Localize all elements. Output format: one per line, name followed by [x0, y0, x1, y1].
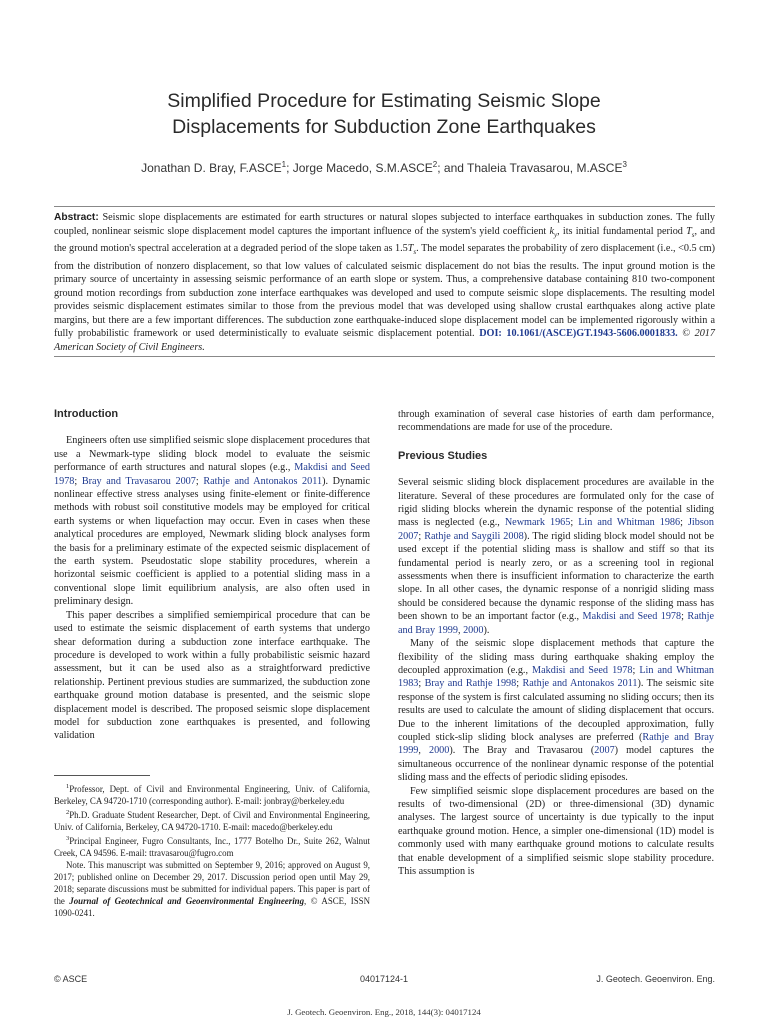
abstract-text: , its initial fundamental period: [557, 225, 687, 237]
text: ,: [418, 745, 429, 757]
citation-link[interactable]: Bray and Travasarou 2007: [81, 475, 196, 487]
text: ). The seismic site response of the system is first calculated assuming no sliding occurs; then its results are used to calculate the amount of sliding displacement that occurs. Due to the inherent limitations of the decoupled approximation, fully coupled stick-slip sliding block analyses are preferred (: [398, 678, 714, 743]
footer-article-number: 04017124-1: [359, 974, 409, 984]
citation-link[interactable]: Rathje and Saygili 2008: [424, 530, 524, 542]
footnote-text: Principal Engineer, Fugro Consultants, Inc., 1777 Botelho Dr., Suite 262, Walnut Creek, CA 94596. E-mail: ttravasarou@fugro.com: [54, 835, 370, 858]
text: ;: [681, 611, 688, 623]
paper-title: [0, 88, 768, 140]
note-text: , © ASCE, ISSN 1090-0241.: [54, 895, 370, 918]
section-heading-previous-studies: Previous Studies: [398, 449, 488, 462]
author-list: [0, 160, 768, 175]
text: ;: [516, 678, 523, 690]
abstract-label: Abstract:: [54, 212, 99, 223]
citation-link[interactable]: Rathje and Bray 1999: [398, 731, 714, 757]
citation-link[interactable]: Rathje and Antonakos 2011: [522, 678, 638, 690]
paragraph: [398, 637, 714, 784]
right-column: [398, 408, 714, 878]
citation-link[interactable]: Bray and Rathje 1998: [424, 678, 517, 690]
paragraph: [398, 476, 714, 637]
symbol-ts-sub: s: [691, 230, 695, 239]
text: ;: [74, 475, 82, 487]
footnote-text: Ph.D. Graduate Student Researcher, Dept. of Civil and Environmental Engineering, Univ. of California, Berkeley, CA 94720-1710. E-mail: macedo@berkeley.edu: [54, 809, 370, 832]
author-2: ; Jorge Macedo, S.M.ASCE: [286, 161, 433, 175]
text: ;: [418, 530, 425, 542]
text: ) model captures the simultaneous occurrence of the nonlinear dynamic response of the potential sliding mass and the effects of periodic sliding episodes.: [398, 745, 715, 784]
footnote-text: Professor, Dept. of Civil and Environmental Engineering, Univ. of California, Berkeley, CA 94720-1710 (corresponding author). E-mail: jonbray@berkeley.edu: [54, 783, 370, 806]
footnote-marker: 1: [66, 783, 70, 790]
author-1-affil: 1: [281, 160, 287, 169]
text: ;: [680, 517, 688, 529]
citation-link[interactable]: 2000: [463, 624, 484, 636]
text: ;: [418, 678, 425, 690]
paragraph: Few simplified seismic slope displacement procedures are based on the results of two-dimensional (2D) or three-dimensional (3D) dynamic analyses. The largest source of uncertainty is due typically to the input earthquake ground motion. Hence, a simpler one-dimensional (1D) model is commonly used with many earthquake ground motions to calculate results that enable development of a simplified seismic slope stability procedure. This assumption is: [398, 785, 714, 877]
footnote-2: [54, 807, 370, 833]
citation-link[interactable]: Rathje and Antonakos 2011: [203, 475, 323, 487]
footnotes: [54, 781, 370, 919]
text: ,: [457, 624, 464, 636]
paragraph: This paper describes a simplified semiempirical procedure that can be used to estimate the seismic displacement of earth systems that undergo shear deformation during a subduction zone interface earthquake. The procedure is developed to work within a fully probabilistic seismic hazard assessment, but it can be used also as a straightforward predictive relationship. Pertinent previous studies are summarized, the subduction zone earthquake ground motion database is presented, and the seismic slope displacement model is described. The proposed seismic slope displacement model for subduction zone earthquakes is presented, and following validation: [54, 609, 370, 742]
citation-link[interactable]: Makdisi and Seed 1978: [532, 664, 633, 676]
text: ;: [632, 664, 640, 676]
text: ).: [483, 624, 490, 636]
citation-link[interactable]: Newmark 1965: [504, 517, 571, 529]
left-column: [54, 408, 370, 743]
footnote-marker: 2: [66, 808, 70, 816]
text: Several seismic sliding block displacement procedures are available in the literature. Several of these procedures are formulated only for the case of rigid sliding blocks wherein the dynamic response of the potential sliding mass is neglected (e.g.,: [398, 477, 714, 529]
abstract-text: . The model separates the probability of zero displacement (i.e., <0.5 cm) from the distribution of nonzero displacement, so that low values of calculated seismic displacement do not bias the results. The input ground motion is the primary source of uncertainty in assessing seismic performance of an earth slope or system. Thus, a comprehensive database containing 810 two-component ground motion recordings from subduction zone interface earthquakes was developed and used to compute seismic slope displacements. The resulting model provides seismic displacement estimates similar to those from the previous model that was developed using shallow crustal earthquakes along active plate margins, but there are a few important differences. The subduction zone earthquake-induced slope displacement model can be implemented rigorously within a fully probabilistic framework or used deterministically to evaluate seismic displacement potential.: [54, 243, 715, 340]
copyright: © 2017 American Society of Civil Engineers.: [54, 328, 715, 353]
footnote-1: [54, 781, 370, 807]
author-1: Jonathan D. Bray, F.ASCE: [141, 161, 282, 175]
footer-journal: J. Geotech. Geoenviron. Eng.: [596, 974, 715, 984]
title-line-2: Displacements for Subduction Zone Earthquakes: [172, 116, 596, 138]
text: Many of the seismic slope displacement methods that capture the flexibility of the sliding mass during earthquake shaking employ the decoupled approximation (e.g.,: [398, 638, 714, 676]
abstract-text: Seismic slope displacements are estimated for earth structures or natural slopes subjected to interface earthquakes in subduction zones. The fully coupled, nonlinear seismic slope displacement model captures the important influence of the system's yield coefficient: [54, 212, 715, 237]
citation-link[interactable]: Lin and Whitman 1983: [398, 664, 714, 690]
abstract: [54, 206, 715, 357]
symbol-ts: T: [407, 243, 414, 255]
text: ). Dynamic nonlinear effective stress analyses using finite-element or finite-difference methods with robust soil constitutive models may be employed for critical earth systems or when liquefaction may occur. Even in cases when these analytical procedures are employed, Newmark sliding block analyses form the basis for a preliminary estimate of the expected seismic displacement of the earth system. Pseudostatic slope stability procedures, wherein a horizontal seismic coefficient is applied to a potential sliding mass in a conventional slope limit equilibrium analysis, are also often used in preliminary design.: [54, 475, 370, 608]
text: ). The Bray and Travasarou (: [449, 745, 595, 757]
symbol-ts: T: [686, 225, 692, 237]
citation-link[interactable]: Rathje and Bray 1999: [398, 611, 714, 636]
title-line-1: Simplified Procedure for Estimating Seismic Slope: [167, 90, 601, 112]
text: ). The rigid sliding block model should not be used except if the potential sliding mass is shallow and stiff so that its fundamental period is nearly zero, or as a screening tool in regional assessments when there is insufficient information to characterize the earth slope. In all other cases, the dynamic response of a nonrigid sliding mass should be considered because the dynamic response of the sliding mass has been shown to be an important factor (e.g.,: [398, 530, 714, 623]
author-2-affil: 2: [432, 160, 438, 169]
symbol-ts-sub: s: [413, 248, 417, 257]
section-heading-introduction: Introduction: [54, 408, 119, 420]
journal-name: Journal of Geotechnical and Geoenvironmental Engineering: [69, 895, 305, 906]
symbol-ky-sub: y: [554, 230, 558, 239]
citation-link[interactable]: 2000: [428, 745, 450, 757]
citation-link[interactable]: Makdisi and Seed 1978: [582, 611, 682, 623]
note-text: Note. This manuscript was submitted on September 9, 2016; approved on August 9, 2017; published online on December 29, 2017. Discussion period open until May 29, 2018; separate discussions must be submitted for individual papers. This paper is part of the: [54, 859, 370, 906]
footnote-3: [54, 833, 370, 859]
submission-note: [54, 859, 370, 919]
text: Engineers often use simplified seismic slope displacement procedures that use a Newmark-type sliding block model to evaluate the seismic performance of earth structures and natural slopes (e.g.,: [54, 435, 370, 474]
text: ;: [570, 517, 579, 529]
symbol-ky: k: [549, 225, 555, 237]
citation-link[interactable]: Lin and Whitman 1986: [578, 517, 681, 529]
abstract-text: , and the ground motion's spectral acceleration at a degraded period of the slope taken as 1.5: [54, 225, 715, 255]
footnote-marker: 3: [66, 834, 70, 842]
paragraph: through examination of several case histories of earth dam performance, recommendations are made for use of the procedure.: [398, 409, 714, 434]
citation-line: J. Geotech. Geoenviron. Eng., 2018, 144(3): 04017124: [287, 1007, 481, 1017]
citation-link[interactable]: Makdisi and Seed 1978: [54, 462, 370, 487]
paragraph: [54, 434, 370, 608]
text: ;: [195, 475, 204, 487]
citation-link[interactable]: 2007: [594, 745, 615, 757]
footnote-rule: [54, 775, 150, 776]
author-3: ; and Thaleia Travasarou, M.ASCE: [437, 161, 623, 175]
author-3-affil: 3: [622, 160, 627, 169]
doi-link[interactable]: DOI: 10.1061/(ASCE)GT.1943-5606.0001833.: [479, 328, 678, 340]
footer-publisher: © ASCE: [54, 974, 88, 984]
citation-link[interactable]: Jibson 2007: [398, 517, 714, 542]
